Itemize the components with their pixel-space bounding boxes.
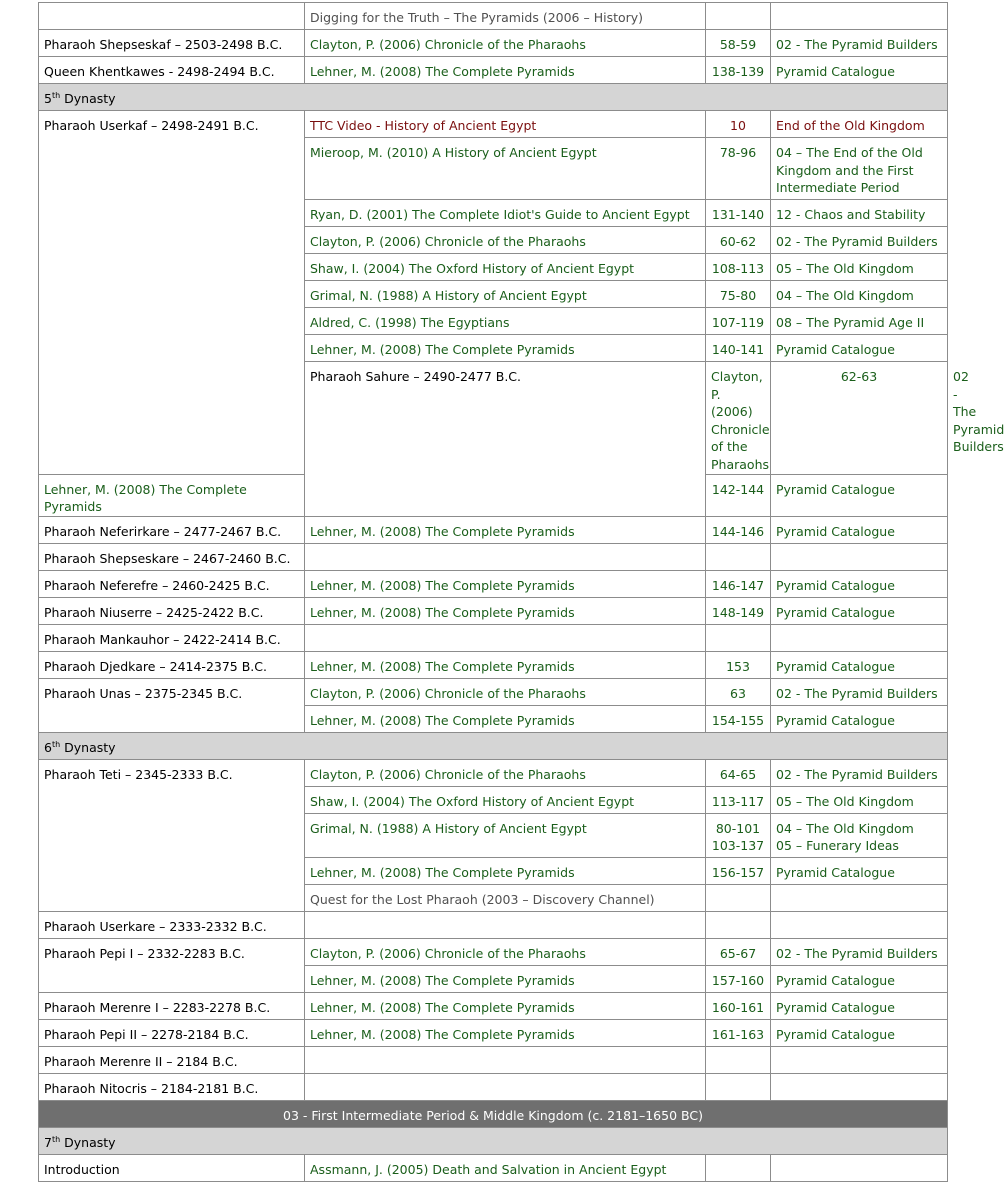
table-row <box>39 1154 948 1181</box>
chapter-cell <box>771 543 948 570</box>
table-row: Pharaoh Sahure – 2490-2477 B.C. Clayton, P. (2006) Chronicle of the Pharaohs 62-63 02 - The Pyramid Builders <box>39 362 948 475</box>
pages-cell: 63 <box>706 678 771 705</box>
dynasty-header: 5th Dynasty <box>39 84 948 111</box>
table-row <box>39 911 948 938</box>
name-cell: Pharaoh Mankauhor – 2422-2414 B.C. <box>39 624 305 651</box>
reference-cell <box>305 624 706 651</box>
table-row <box>39 1019 948 1046</box>
reference-cell: Assmann, J. (2005) Death and Salvation in Ancient Egypt <box>305 1154 706 1181</box>
table-row <box>39 597 948 624</box>
chapter-cell: Pyramid Catalogue <box>771 992 948 1019</box>
reference-cell: Clayton, P. (2006) Chronicle of the Pharaohs <box>305 759 706 786</box>
pages-cell <box>706 3 771 30</box>
chapter-cell: Pyramid Catalogue <box>771 705 948 732</box>
reference-cell: Grimal, N. (1988) A History of Ancient Egypt <box>305 813 706 857</box>
chapter-cell: 04 – The End of the Old Kingdom and the First Intermediate Period <box>771 138 948 200</box>
pages-cell: 75-80 <box>706 281 771 308</box>
pages-cell: 148-149 <box>706 597 771 624</box>
pages-cell: 80-101 103-137 <box>706 813 771 857</box>
reference-cell <box>305 1073 706 1100</box>
section-header-row <box>39 1100 948 1127</box>
chapter-cell <box>771 624 948 651</box>
chapter-cell: Pyramid Catalogue <box>771 335 948 362</box>
chapter-cell: 02 - The Pyramid Builders <box>771 678 948 705</box>
chapter-cell: Pyramid Catalogue <box>771 651 948 678</box>
table-row <box>39 3 948 30</box>
table-row <box>39 57 948 84</box>
pages-cell: 144-146 <box>706 516 771 543</box>
pages-cell <box>706 1073 771 1100</box>
chapter-cell: 12 - Chaos and Stability <box>771 200 948 227</box>
name-cell: Pharaoh Djedkare – 2414-2375 B.C. <box>39 651 305 678</box>
chapter-cell: 05 – The Old Kingdom <box>771 254 948 281</box>
table-row <box>39 1073 948 1100</box>
reference-cell: Clayton, P. (2006) Chronicle of the Pharaohs <box>305 678 706 705</box>
name-cell: Pharaoh Merenre II – 2184 B.C. <box>39 1046 305 1073</box>
reference-cell: Ryan, D. (2001) The Complete Idiot's Guide to Ancient Egypt <box>305 200 706 227</box>
section-header: 03 - First Intermediate Period & Middle Kingdom (c. 2181–1650 BC) <box>39 1100 948 1127</box>
chapter-cell: End of the Old Kingdom <box>771 111 948 138</box>
name-cell: Pharaoh Niuserre – 2425-2422 B.C. <box>39 597 305 624</box>
chapter-cell <box>771 3 948 30</box>
pages-cell <box>706 1154 771 1181</box>
dynasty-header-row <box>39 1127 948 1154</box>
pages-cell <box>706 543 771 570</box>
reference-cell <box>305 911 706 938</box>
reference-cell: Lehner, M. (2008) The Complete Pyramids <box>305 570 706 597</box>
chapter-cell: Pyramid Catalogue <box>771 597 948 624</box>
name-cell: Pharaoh Shepseskaf – 2503-2498 B.C. <box>39 30 305 57</box>
reference-cell: Mieroop, M. (2010) A History of Ancient Egypt <box>305 138 706 200</box>
pages-cell: 64-65 <box>706 759 771 786</box>
table-row <box>39 516 948 543</box>
reference-cell: Lehner, M. (2008) The Complete Pyramids <box>305 705 706 732</box>
name-cell: Pharaoh Pepi I – 2332-2283 B.C. <box>39 938 305 992</box>
reference-cell: Digging for the Truth – The Pyramids (2006 – History) <box>305 3 706 30</box>
pages-cell: 60-62 <box>706 227 771 254</box>
chapter-cell <box>771 1073 948 1100</box>
pages-cell: 140-141 <box>706 335 771 362</box>
reference-cell <box>305 1046 706 1073</box>
reference-cell: Clayton, P. (2006) Chronicle of the Pharaohs <box>706 362 771 475</box>
pages-cell <box>706 911 771 938</box>
table-row <box>39 992 948 1019</box>
dynasty-header-row <box>39 732 948 759</box>
chapter-cell: 08 – The Pyramid Age II <box>771 308 948 335</box>
chapter-cell: Pyramid Catalogue <box>771 857 948 884</box>
chapter-cell <box>771 911 948 938</box>
pages-cell: 62-63 <box>771 362 948 475</box>
pages-cell: 160-161 <box>706 992 771 1019</box>
name-cell: Introduction <box>39 1154 305 1181</box>
name-cell: Pharaoh Shepseskare – 2467-2460 B.C. <box>39 543 305 570</box>
table-row <box>39 759 948 786</box>
reference-cell: Lehner, M. (2008) The Complete Pyramids <box>305 335 706 362</box>
chapter-cell <box>771 1154 948 1181</box>
chapter-cell: 02 - The Pyramid Builders <box>771 227 948 254</box>
chapter-cell <box>771 1046 948 1073</box>
pages-cell: 10 <box>706 111 771 138</box>
reference-cell: Clayton, P. (2006) Chronicle of the Pharaohs <box>305 30 706 57</box>
pages-cell: 78-96 <box>706 138 771 200</box>
pages-cell: 146-147 <box>706 570 771 597</box>
name-cell: Pharaoh Userkare – 2333-2332 B.C. <box>39 911 305 938</box>
reference-cell: Clayton, P. (2006) Chronicle of the Pharaohs <box>305 938 706 965</box>
dynasty-header-row <box>39 84 948 111</box>
pages-cell: 138-139 <box>706 57 771 84</box>
name-cell: Pharaoh Teti – 2345-2333 B.C. <box>39 759 305 911</box>
pages-cell: 153 <box>706 651 771 678</box>
reference-cell: Clayton, P. (2006) Chronicle of the Pharaohs <box>305 227 706 254</box>
table-row <box>39 624 948 651</box>
pages-cell: 154-155 <box>706 705 771 732</box>
reference-cell: Lehner, M. (2008) The Complete Pyramids <box>305 597 706 624</box>
reference-cell <box>305 543 706 570</box>
pages-cell: 113-117 <box>706 786 771 813</box>
reference-cell: Grimal, N. (1988) A History of Ancient Egypt <box>305 281 706 308</box>
reference-cell: Shaw, I. (2004) The Oxford History of Ancient Egypt <box>305 254 706 281</box>
reference-cell: Shaw, I. (2004) The Oxford History of Ancient Egypt <box>305 786 706 813</box>
table-row <box>39 111 948 138</box>
pages-cell: 58-59 <box>706 30 771 57</box>
name-cell: Pharaoh Neferirkare – 2477-2467 B.C. <box>39 516 305 543</box>
pages-cell: 107-119 <box>706 308 771 335</box>
reference-cell: Lehner, M. (2008) The Complete Pyramids <box>39 474 305 516</box>
chapter-cell: 02 - The Pyramid Builders <box>771 938 948 965</box>
chapter-cell: Pyramid Catalogue <box>771 57 948 84</box>
reference-cell: Lehner, M. (2008) The Complete Pyramids <box>305 857 706 884</box>
pages-cell <box>706 624 771 651</box>
chapter-cell: Pyramid Catalogue <box>771 1019 948 1046</box>
pages-cell: 131-140 <box>706 200 771 227</box>
chapter-cell: 02 - The Pyramid Builders <box>771 759 948 786</box>
chapter-cell: Pyramid Catalogue <box>771 474 948 516</box>
table-row <box>39 570 948 597</box>
table-row <box>39 678 948 705</box>
pages-cell: 157-160 <box>706 965 771 992</box>
name-cell <box>39 3 305 30</box>
chapter-cell: 04 – The Old Kingdom <box>771 281 948 308</box>
pages-cell <box>706 1046 771 1073</box>
pages-cell: 161-163 <box>706 1019 771 1046</box>
reference-cell: Lehner, M. (2008) The Complete Pyramids <box>305 992 706 1019</box>
chapter-cell: 05 – The Old Kingdom <box>771 786 948 813</box>
pages-cell <box>706 884 771 911</box>
name-cell: Pharaoh Userkaf – 2498-2491 B.C. <box>39 111 305 475</box>
table-row <box>39 30 948 57</box>
reference-cell: Lehner, M. (2008) The Complete Pyramids <box>305 57 706 84</box>
chapter-cell: Pyramid Catalogue <box>771 516 948 543</box>
pages-cell: 108-113 <box>706 254 771 281</box>
chapter-cell: 02 - The Pyramid Builders <box>771 30 948 57</box>
chapter-cell <box>771 884 948 911</box>
table-row <box>39 543 948 570</box>
table-row <box>39 651 948 678</box>
chapter-cell: 04 – The Old Kingdom 05 – Funerary Ideas <box>771 813 948 857</box>
reference-cell: TTC Video - History of Ancient Egypt <box>305 111 706 138</box>
name-cell: Pharaoh Neferefre – 2460-2425 B.C. <box>39 570 305 597</box>
name-cell: Pharaoh Nitocris – 2184-2181 B.C. <box>39 1073 305 1100</box>
reference-cell: Lehner, M. (2008) The Complete Pyramids <box>305 516 706 543</box>
name-cell: Pharaoh Pepi II – 2278-2184 B.C. <box>39 1019 305 1046</box>
reference-cell: Lehner, M. (2008) The Complete Pyramids <box>305 965 706 992</box>
name-cell: Pharaoh Merenre I – 2283-2278 B.C. <box>39 992 305 1019</box>
chapter-cell: Pyramid Catalogue <box>771 965 948 992</box>
name-cell: Pharaoh Sahure – 2490-2477 B.C. <box>305 362 706 517</box>
dynasty-header: 6th Dynasty <box>39 732 948 759</box>
reference-cell: Aldred, C. (1998) The Egyptians <box>305 308 706 335</box>
name-cell: Pharaoh Unas – 2375-2345 B.C. <box>39 678 305 732</box>
table-row <box>39 1046 948 1073</box>
dynasty-header: 7th Dynasty <box>39 1127 948 1154</box>
table-row <box>39 938 948 965</box>
reference-cell: Quest for the Lost Pharaoh (2003 – Discovery Channel) <box>305 884 706 911</box>
pages-cell: 65-67 <box>706 938 771 965</box>
name-cell: Queen Khentkawes - 2498-2494 B.C. <box>39 57 305 84</box>
pages-cell: 142-144 <box>706 474 771 516</box>
reference-cell: Lehner, M. (2008) The Complete Pyramids <box>305 651 706 678</box>
reference-table <box>38 2 1004 1182</box>
pages-cell: 156-157 <box>706 857 771 884</box>
chapter-cell: Pyramid Catalogue <box>771 570 948 597</box>
reference-cell: Lehner, M. (2008) The Complete Pyramids <box>305 1019 706 1046</box>
